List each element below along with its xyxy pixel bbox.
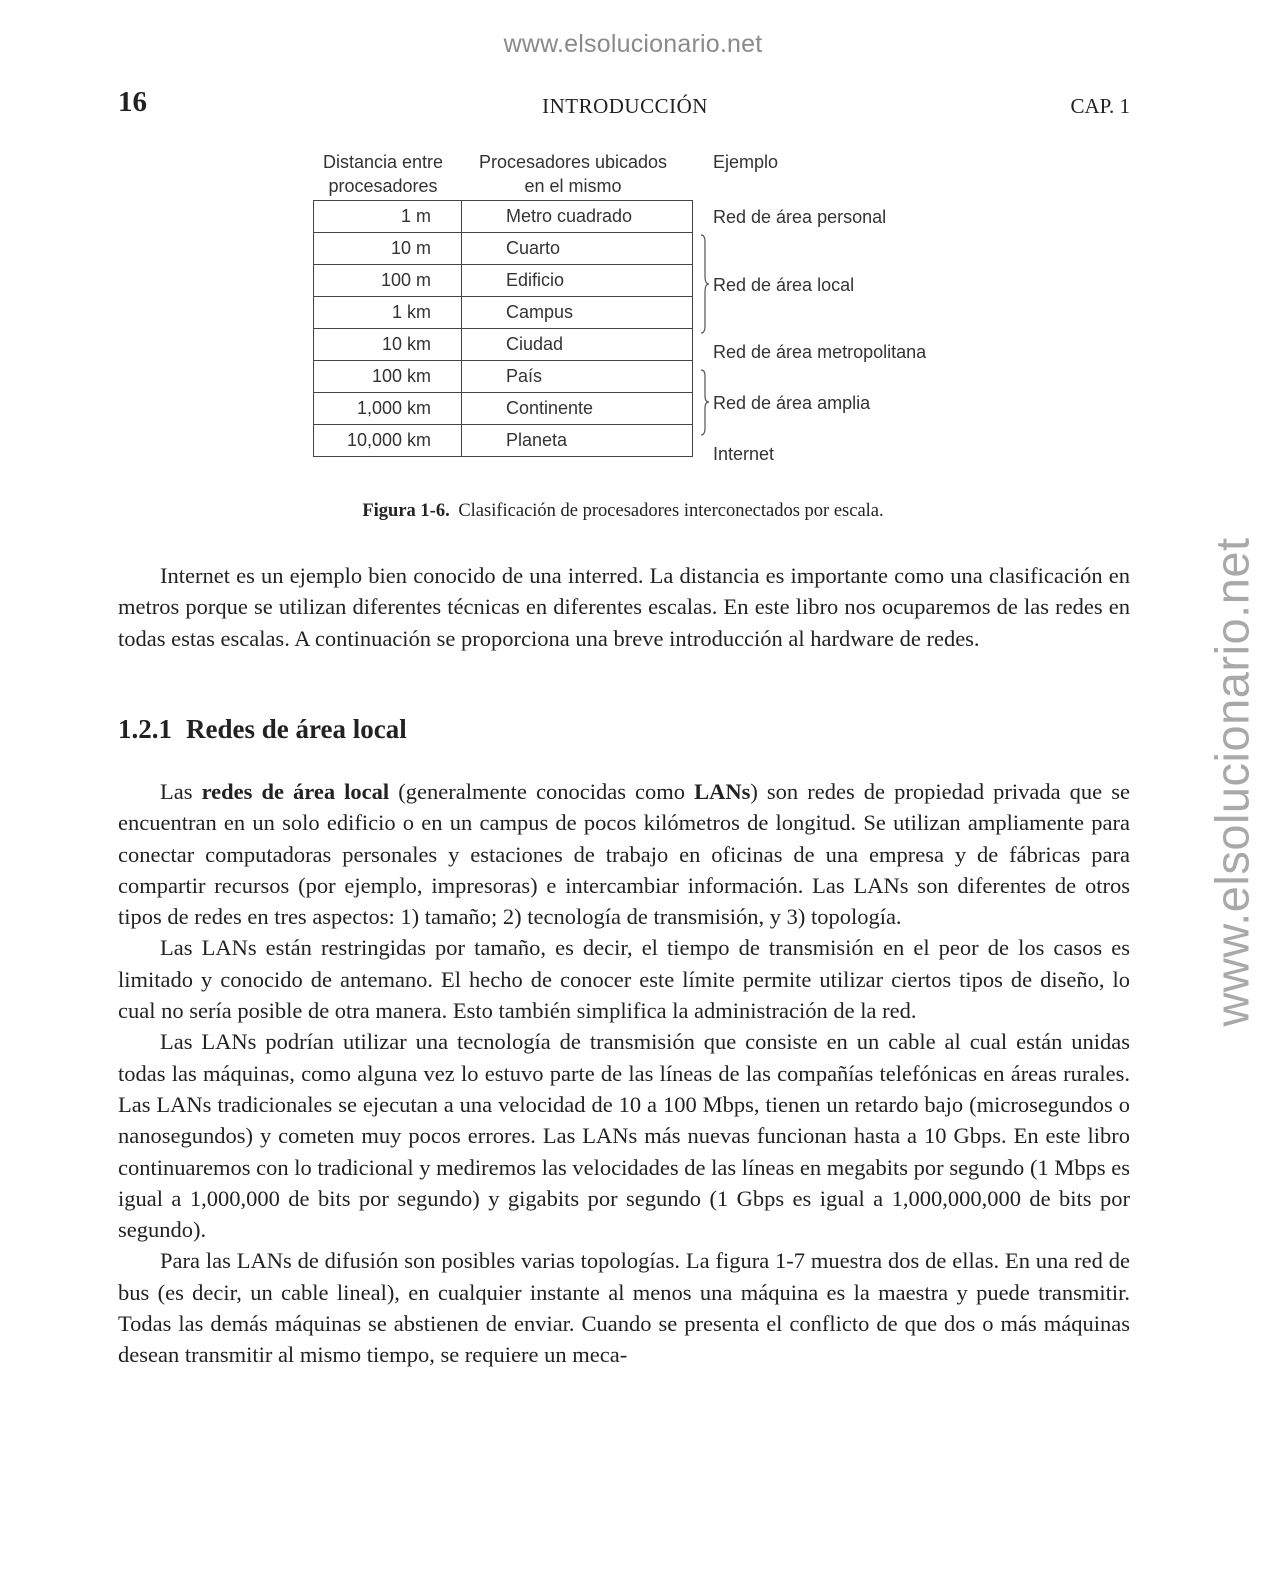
location-cell: Metro cuadrado xyxy=(462,201,693,233)
example-local: Red de área local xyxy=(713,275,855,295)
distance-cell: 10,000 km xyxy=(314,425,462,457)
section-number: 1.2.1 xyxy=(118,714,172,744)
text-run: (generalmente conocidas como xyxy=(389,779,695,804)
column-header-location: Procesadores ubicados en el mismo xyxy=(478,152,668,196)
paragraph: Para las LANs de difusión son posibles varias topologías. La figura 1-7 muestra dos de ellas. En una red de bus (es decir, un cable lineal), en cualquier instante al menos una máquina es la maestra y puede transmitir. Todas las demás máquinas se abstienen de enviar. Cuando se presenta el conflicto de que dos o más máquinas desean transmitir al mismo tiempo, se requiere un meca- xyxy=(118,1248,1130,1368)
location-cell: Campus xyxy=(462,297,693,329)
distance-cell: 1 m xyxy=(314,201,462,233)
brace-local xyxy=(699,234,711,334)
intro-text xyxy=(118,560,1130,654)
caption-text: Clasificación de procesadores interconectados por escala. xyxy=(458,501,884,521)
section-title: Redes de área local xyxy=(186,714,407,744)
table-row xyxy=(314,297,693,329)
column-header-example: Ejemplo xyxy=(713,152,779,172)
figure-caption xyxy=(0,501,1246,522)
example-wide: Red de área amplia xyxy=(713,393,871,413)
scale-table xyxy=(313,200,693,457)
table-row xyxy=(314,265,693,297)
table-row xyxy=(314,233,693,265)
paragraph: Internet es un ejemplo bien conocido de una interred. La distancia es importante como una clasificación en metros porque se utilizan diferentes técnicas en diferentes escalas. En este libro nos ocuparemos de las redes en todas estas escalas. A continuación se proporciona una breve introducción al hardware de redes. xyxy=(118,563,1130,651)
location-cell: País xyxy=(462,361,693,393)
example-metropolitan: Red de área metropolitana xyxy=(713,342,927,362)
term-bold: LANs xyxy=(694,779,751,804)
table-row xyxy=(314,425,693,457)
location-cell: Continente xyxy=(462,393,693,425)
paragraph xyxy=(118,776,1130,932)
page-number: 16 xyxy=(118,86,147,118)
distance-cell: 100 km xyxy=(314,361,462,393)
chapter-label: CAP. 1 xyxy=(1070,94,1130,118)
caption-label: Figura 1-6. xyxy=(362,501,450,521)
location-cell: Planeta xyxy=(462,425,693,457)
distance-cell: 100 m xyxy=(314,265,462,297)
distance-cell: 10 km xyxy=(314,329,462,361)
table-row xyxy=(314,201,693,233)
example-personal: Red de área personal xyxy=(713,207,887,227)
brace-wide xyxy=(699,369,711,436)
example-internet: Internet xyxy=(713,444,775,464)
distance-cell: 10 m xyxy=(314,233,462,265)
column-header-distance: Distancia entre procesadores xyxy=(322,152,444,196)
text-run: Las xyxy=(160,779,202,804)
figure-1-6 xyxy=(0,0,1280,540)
location-cell: Ciudad xyxy=(462,329,693,361)
paragraph: Las LANs podrían utilizar una tecnología de transmisión que consiste en un cable al cual están unidas todas las máquinas, como alguna vez lo estuvo parte de las líneas de las compañías telefónicas en áreas rurales. Las LANs tradicionales se ejecutan a una velocidad de 10 a 100 Mbps, tienen un retardo bajo (microsegundos o nanosegundos) y cometen muy pocos errores. Las LANs más nuevas funcionan hasta a 10 Gbps. En este libro continuaremos con lo tradicional y mediremos las velocidades de las líneas en megabits por segundo (1 Mbps es igual a 1,000,000 de bits por segundo) y gigabits por segundo (1 Gbps es igual a 1,000,000,000 de bits por segundo). xyxy=(118,1029,1130,1243)
term-bold: redes de área local xyxy=(201,779,390,804)
location-cell: Edificio xyxy=(462,265,693,297)
section-heading xyxy=(118,714,407,745)
table-row xyxy=(314,361,693,393)
watermark-side: www.elsolucionario.net xyxy=(1205,537,1259,1027)
running-title: INTRODUCCIÓN xyxy=(542,94,708,118)
distance-cell: 1 km xyxy=(314,297,462,329)
paragraph: Las LANs están restringidas por tamaño, es decir, el tiempo de transmisión en el peor de los casos es limitado y conocido de antemano. El hecho de conocer este límite permite utilizar ciertos tipos de diseño, lo cual no sería posible de otra manera. Esto también simplifica la administración de la red. xyxy=(118,935,1130,1024)
text-run: ) son redes de propiedad privada que se encuentran en un solo edificio o en un campus de pocos kilómetros de longitud. Se utilizan ampliamente para conectar computadoras personales y estaciones de trabajo en oficinas de una empresa y de fábricas para compartir recursos (por ejemplo, impresoras) e intercambiar información. Las LANs son diferentes de otros tipos de redes en tres aspectos: 1) tamaño; 2) tecnología de transmisión, y 3) topología. xyxy=(118,779,1130,930)
distance-cell: 1,000 km xyxy=(314,393,462,425)
location-cell: Cuarto xyxy=(462,233,693,265)
table-row xyxy=(314,393,693,425)
section-body xyxy=(118,776,1130,1371)
watermark-top: www.elsolucionario.net xyxy=(503,30,763,58)
table-row xyxy=(314,329,693,361)
